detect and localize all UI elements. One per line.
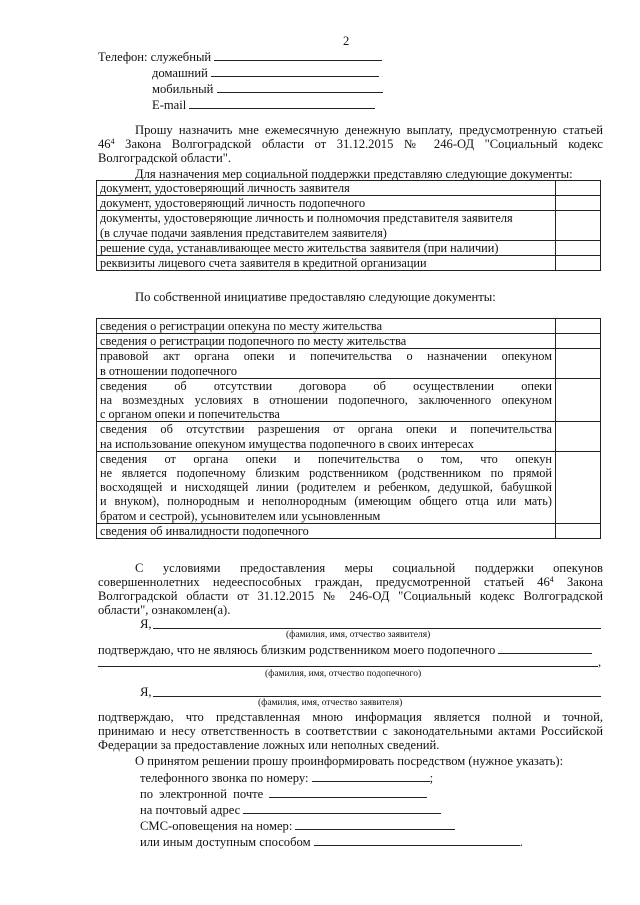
request-line-3: Волгоградской области". <box>98 151 232 165</box>
doc-cell <box>97 334 556 349</box>
doc-cell <box>97 451 556 523</box>
table-row <box>97 256 601 271</box>
consent-line-4: области", ознакомлен(а). <box>98 603 231 617</box>
doc-text: решение суда, устанавливающее место жительства заявителя (при наличии) <box>100 240 499 255</box>
doc-cell <box>97 211 556 240</box>
not-relative-text: подтверждаю, что не являюсь близким родственником моего подопечного <box>98 643 496 657</box>
notify-email-line <box>140 786 427 801</box>
table-row <box>97 378 601 422</box>
doc-text: не является подопечному близким родственником (родственником по прямой <box>100 466 552 481</box>
table-row <box>97 422 601 451</box>
notify-phone-label: телефонного звонка по номеру: <box>140 771 309 785</box>
doc-text: сведения о регистрации опекуна по месту жительства <box>100 319 383 333</box>
doc-check-cell[interactable] <box>556 349 601 378</box>
doc-cell <box>97 196 556 211</box>
work-phone-label: Телефон: служебный <box>98 50 212 64</box>
ward-caption: (фамилия, имя, отчество подопечного) <box>265 669 422 679</box>
request-article: 46 <box>98 137 111 151</box>
doc-text: документ, удостоверяющий личность заявителя <box>100 181 350 195</box>
notify-other-line: или иным доступным способом . <box>140 835 523 849</box>
optional-docs-table <box>96 318 601 539</box>
consent-line-3: Волгоградской области от 31.12.2015 № 246-ОД "Социальный кодекс Волгоградской <box>98 589 603 603</box>
doc-check-cell[interactable] <box>556 334 601 349</box>
doc-text: документы, удостоверяющие личность и полномочия представителя заявителя <box>100 211 513 226</box>
doc-text: в отношении подопечного <box>100 363 238 378</box>
required-docs-intro: Для назначения мер социальной поддержки представляю следующие документы: <box>135 167 573 181</box>
request-line-2 <box>98 137 603 151</box>
doc-text: (в случае подачи заявления представителем заявителя) <box>100 225 387 240</box>
applicant-caption-2: (фамилия, имя, отчество заявителя) <box>258 698 403 708</box>
consent-line-1: С условиями предоставления меры социальной поддержки опекунов <box>135 561 603 575</box>
notify-other-label: или иным доступным способом <box>140 835 311 849</box>
table-row <box>97 334 601 349</box>
doc-cell <box>97 422 556 451</box>
doc-text: восходящей и нисходящей линии (родителем и ребенком, дедушкой, бабушкой <box>100 480 552 495</box>
notify-intro: О принятом решении прошу проинформировать посредством (нужное указать): <box>135 754 564 768</box>
doc-check-cell[interactable] <box>556 211 601 240</box>
contact-line-home-phone <box>152 65 379 80</box>
doc-check-cell[interactable] <box>556 240 601 255</box>
notify-phone-field[interactable] <box>312 770 430 782</box>
doc-text: документ, удостоверяющий личность подопечного <box>100 196 366 211</box>
doc-text: сведения об инвалидности подопечного <box>100 523 309 538</box>
notify-post-label: на почтовый адрес <box>140 803 241 817</box>
work-phone-field[interactable] <box>214 49 382 61</box>
notify-sms-label: СМС-оповещения на номер: <box>140 819 293 833</box>
doc-check-cell[interactable] <box>556 378 601 422</box>
notify-post-line <box>140 802 441 817</box>
notify-phone-line: телефонного звонка по номеру: ; <box>140 771 434 785</box>
doc-text: сведения от органа опеки и попечительства о том, что опекун <box>100 451 552 466</box>
doc-cell <box>97 256 556 271</box>
applicant-name-field[interactable] <box>153 628 601 629</box>
table-row <box>97 181 601 196</box>
doc-text: сведения о регистрации подопечного по месту жительства <box>100 334 407 349</box>
consent-sup: 4 <box>549 575 554 584</box>
request-article-sup: 4 <box>110 137 115 146</box>
doc-check-cell[interactable] <box>556 319 601 334</box>
mobile-phone-field[interactable] <box>217 81 383 93</box>
doc-check-cell[interactable] <box>556 422 601 451</box>
doc-check-cell[interactable] <box>556 256 601 271</box>
consent-line-2 <box>98 575 603 589</box>
ward-name-field[interactable] <box>98 666 598 667</box>
home-phone-field[interactable] <box>211 65 379 77</box>
optional-docs-intro: По собственной инициативе предоставляю следующие документы: <box>135 290 496 304</box>
ward-name-field-start[interactable] <box>498 642 592 654</box>
request-line-2-text: Закона Волгоградской области от 31.12.2015 № 246-ОД "Социальный кодекс <box>125 137 603 151</box>
doc-text: сведения об отсутствии договора об осуществлении опеки <box>100 378 552 393</box>
table-row <box>97 211 601 240</box>
notify-email-label: по электронной почте <box>140 787 264 801</box>
ya-label-2: Я, <box>140 685 152 699</box>
doc-text: реквизиты лицевого счета заявителя в кредитной организации <box>100 256 427 271</box>
doc-cell <box>97 378 556 422</box>
contact-line-mobile-phone <box>152 81 383 96</box>
doc-text: правовой акт органа опеки и попечительства о назначении опекуном <box>100 349 552 364</box>
doc-check-cell[interactable] <box>556 451 601 523</box>
table-row <box>97 523 601 538</box>
doc-cell <box>97 523 556 538</box>
consent-line-2-text: совершеннолетних недееспособных граждан, предусмотренной статьей 46 <box>98 575 550 589</box>
email-label: E-mail <box>152 98 187 112</box>
page-number: 2 <box>343 34 350 48</box>
responsibility-line-1: подтверждаю, что представленная мною информация является полной и точной, <box>98 710 603 724</box>
not-relative-line <box>98 642 592 657</box>
applicant-name-field-2[interactable] <box>153 696 601 697</box>
ward-line-comma: , <box>598 655 602 669</box>
doc-text: сведения об отсутствии разрешения от органа опеки и попечительства <box>100 422 552 437</box>
ya-label: Я, <box>140 617 152 631</box>
applicant-caption: (фамилия, имя, отчество заявителя) <box>286 630 431 640</box>
table-row <box>97 349 601 378</box>
consent-after-sup: Закона <box>566 575 603 589</box>
doc-check-cell[interactable] <box>556 181 601 196</box>
doc-text: на использование опекуном имущества подопечного в своих интересах <box>100 436 474 451</box>
doc-cell <box>97 349 556 378</box>
notify-other-field[interactable] <box>314 834 520 846</box>
doc-text: и внуком), полнородным и неполнородным (имеющим общего отца или мать) <box>100 494 552 509</box>
request-line-1: Прошу назначить мне ежемесячную денежную выплату, предусмотренную статьей <box>135 123 603 137</box>
email-field[interactable] <box>189 97 375 109</box>
doc-cell <box>97 319 556 334</box>
required-docs-table <box>96 180 601 271</box>
responsibility-line-2: принимаю и несу ответственность в соответствии с законодательными актами Российской <box>98 724 603 738</box>
notify-email-field[interactable] <box>269 786 427 798</box>
doc-cell <box>97 181 556 196</box>
responsibility-line-3: Федерации за предоставление ложных или неполных сведений. <box>98 738 440 752</box>
doc-check-cell[interactable] <box>556 196 601 211</box>
table-row <box>97 240 601 255</box>
notify-sms-line <box>140 818 455 833</box>
contact-line-work-phone <box>98 49 382 64</box>
mobile-phone-label: мобильный <box>152 82 214 96</box>
contact-line-email <box>152 97 375 112</box>
table-row <box>97 196 601 211</box>
doc-text: на возмездных условиях в отношении подопечного, заключенного опекуном <box>100 393 552 408</box>
table-row <box>97 319 601 334</box>
table-row <box>97 451 601 523</box>
notify-post-field[interactable] <box>243 802 441 814</box>
doc-cell <box>97 240 556 255</box>
doc-text: братом и сестрой), усыновителем или усыновленным <box>100 508 381 523</box>
home-phone-label: домашний <box>152 66 208 80</box>
doc-text: с органом опеки и попечительства <box>100 407 280 422</box>
doc-check-cell[interactable] <box>556 523 601 538</box>
notify-sms-field[interactable] <box>295 818 455 830</box>
